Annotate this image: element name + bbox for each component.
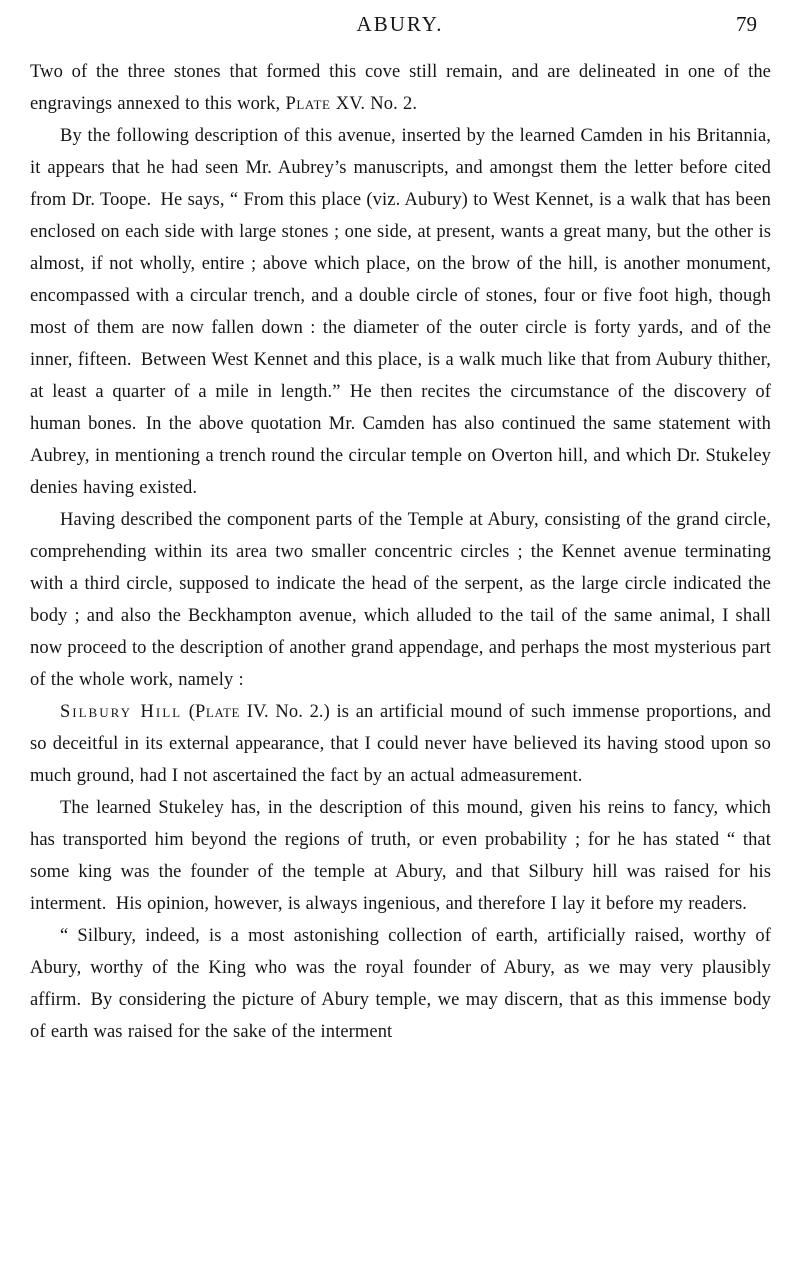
- body-text: IV. No. 2.) is an artificial mound of such immense proportions, and so deceitful in its external appearance, that I could never have believed its having stood upon so much ground, had I not ascertained the fact by an actual admeasurement.: [30, 702, 771, 786]
- paragraph: [30, 920, 771, 1048]
- body-text: XV. No. 2.: [330, 94, 418, 114]
- running-head: ABURY.: [356, 12, 444, 36]
- body-text: (: [182, 702, 195, 722]
- page-body: [30, 56, 771, 1048]
- page-header: [0, 12, 800, 42]
- body-text: The learned Stukeley has, in the description of this mound, given his reins to fancy, which has transported him beyond the regions of truth, or even probability ; for he has stated “ that some king was the founder of the temple at Abury, and that Silbury hill was raised for his interment. His opinion, however, is always ingenious, and therefore I lay it before my readers.: [30, 798, 771, 914]
- small-caps-text: Plate: [194, 702, 241, 722]
- page-number: 79: [736, 12, 757, 36]
- paragraph: [30, 696, 771, 792]
- paragraph: [30, 792, 771, 920]
- small-caps-text: Silbury Hill: [60, 702, 183, 722]
- body-text: “ Silbury, indeed, is a most astonishing collection of earth, artificially raised, worthy of Abury, worthy of the King who was the royal founder of Abury, as we may very plausibly affirm. By considering the picture of Abury temple, we may discern, that as this immense body of earth was raised for the sake of the interment: [30, 926, 771, 1042]
- paragraph: [30, 56, 771, 120]
- body-text: Two of the three stones that formed this cove still remain, and are delineated in one of the engravings annexed to this work,: [30, 62, 771, 114]
- paragraph: [30, 120, 771, 504]
- body-text: By the following description of this avenue, inserted by the learned Camden in his Britannia, it appears that he had seen Mr. Aubrey’s manuscripts, and amongst them the letter before cited from Dr. Toope. He says, “ From this place (viz. Aubury) to West Kennet, is a walk that has been enclosed on each side with large stones ; one side, at present, wants a great many, but the other is almost, if not wholly, entire ; above which place, on the brow of the hill, is another monument, encompassed with a circular trench, and a double circle of stones, four or five foot high, though most of them are now fallen down : the diameter of the outer circle is forty yards, and of the inner, fifteen. Between West Kennet and this place, is a walk much like that from Aubury thither, at least a quarter of a mile in length.” He then recites the circumstance of the discovery of human bones. In the above quotation Mr. Camden has also continued the same statement with Aubrey, in mentioning a trench round the circular temple on Overton hill, and which Dr. Stukeley denies having existed.: [30, 126, 771, 498]
- paragraph: [30, 504, 771, 696]
- body-text: Having described the component parts of the Temple at Abury, consisting of the grand circle, comprehending within its area two smaller concentric circles ; the Kennet avenue terminating with a third circle, supposed to indicate the head of the serpent, as the large circle indicated the body ; and also the Beckhampton avenue, which alluded to the tail of the same animal, I shall now proceed to the description of another grand appendage, and perhaps the most mysterious part of the whole work, namely :: [30, 510, 771, 690]
- small-caps-text: Plate: [285, 94, 331, 114]
